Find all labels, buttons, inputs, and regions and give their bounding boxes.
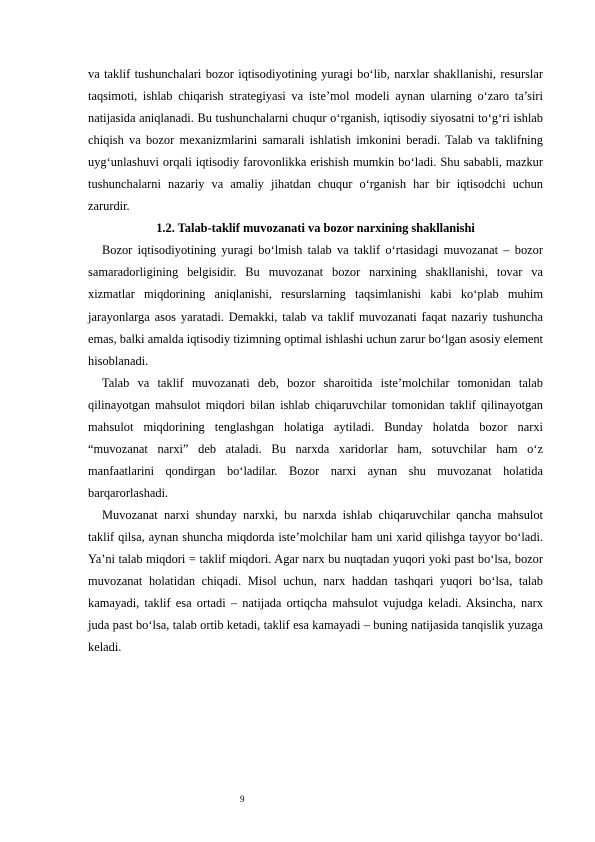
page-number: 9 — [240, 794, 245, 804]
paragraph-continuation: va taklif tushunchalari bozor iqtisodiyotining yuragi bo‘lib, narxlar shakllanishi, resurslar taqsimoti, ishlab chiqarish strategiyasi va iste’mol modeli aynan ularning o‘zaro ta’siri natijasida aniqlanadi. Bu tushunchalarni chuqur o‘rganish, iqtisodiy siyosatni to‘g‘ri ishlab chiqish va bozor mexanizmlarini samarali ishlatish imkonini beradi. Talab va taklifning uyg‘unlashuvi orqali iqtisodiy farovonlikka erishish mumkin bo‘ladi. Shu sababli, mazkur tushunchalarni nazariy va amaliy jihatdan chuqur o‘rganish har bir iqtisodchi uchun zarurdir. — [88, 67, 543, 214]
paragraph-equilibrium-intro: Bozor iqtisodiyotining yuragi bo‘lmish talab va taklif o‘rtasidagi muvozanat – bozor samaradorligining belgisidir. Bu muvozanat bozor narxining shakllanishi, tovar va xizmatlar miqdorining aniqlanishi, resurslarning taqsimlanishi kabi ko‘plab muhim jarayonlarga asos yaratadi. Demakki, talab va taklif muvozanati faqat nazariy tushuncha emas, balki amalda iqtisodiy tizimning optimal ishlashi uchun zarur bo‘lgan asosiy element hisoblanadi. — [88, 243, 543, 368]
section-heading: 1.2. Talab-taklif muvozanati va bozor narxining shakllanishi — [156, 221, 475, 236]
paragraph-equilibrium-price: Muvozanat narxi shunday narxki, bu narxda ishlab chiqaruvchilar qancha mahsulot taklif qilsa, aynan shuncha miqdorda iste’molchilar ham uni xarid qilishga tayyor bo‘ladi. Ya’ni talab miqdori = taklif miqdori. Agar narx bu nuqtadan yuqori yoki past bo‘lsa, bozor muvozanat holatidan chiqadi. Misol uchun, narx haddan tashqari yuqori bo‘lsa, talab kamayadi, taklif esa ortadi – natijada ortiqcha mahsulot vujudga keladi. Aksincha, narx juda past bo‘lsa, talab ortib ketadi, taklif esa kamayadi – buning natijasida tanqislik yuzaga keladi. — [88, 507, 543, 655]
body-text — [88, 63, 543, 658]
paragraph-equilibrium-definition: Talab va taklif muvozanati deb, bozor sharoitida iste’molchilar tomonidan talab qilinayotgan mahsulot miqdori bilan ishlab chiqaruvchilar tomonidan taklif qilinayotgan mahsulot miqdorining tenglashgan holatiga aytiladi. Bunday holatda bozor narxi “muvozanat narxi” deb ataladi. Bu narxda xaridorlar ham, sotuvchilar ham o‘z manfaatlarini qondirgan bo‘ladilar. Bozor narxi aynan shu muvozanat holatida barqarorlashadi. — [88, 375, 543, 500]
